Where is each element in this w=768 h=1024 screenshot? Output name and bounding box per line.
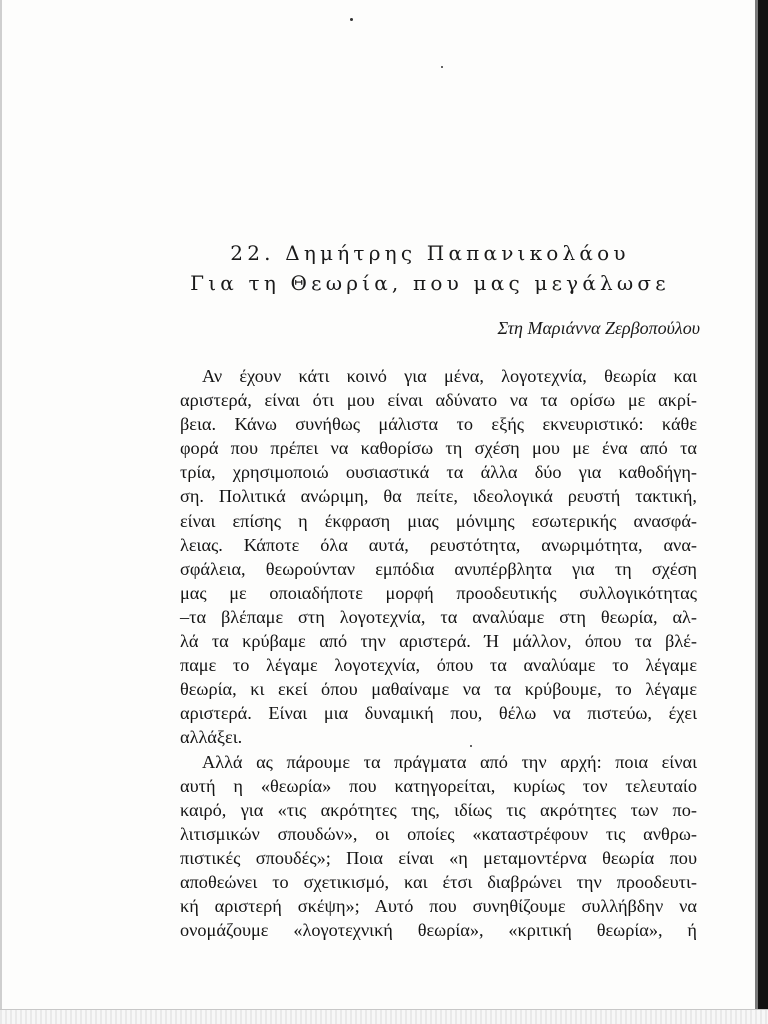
chapter-heading-line-2: Για τη Θεωρία, που μας μεγάλωσε <box>190 271 670 295</box>
text-line: Αν έχουν κάτι κοινό για μένα, λογοτεχνία, θεωρία και <box>202 366 697 386</box>
dedication: Στη Μαριάννα Ζερβοπούλου <box>497 318 700 338</box>
text-line: ονομάζουμε «λογοτεχνική θεωρία», «κριτική θεωρία», ή <box>180 920 697 941</box>
scan-speck <box>350 18 353 21</box>
text-line: αλλάξει. <box>180 727 243 748</box>
text-line: καιρό, για «τις ακρότητες της, ιδίως τις ακρότητες των πο- <box>180 799 697 820</box>
scan-left-edge <box>0 0 2 1024</box>
text-line: λιτισμικών σπουδών», οι οποίες «καταστρέφουν τις ανθρω- <box>180 823 697 844</box>
text-line: αριστερά. Είναι μια δυναμική που, θέλω να πιστεύω, έχει <box>180 703 697 724</box>
text-line: είναι επίσης η έκφραση μιας μόνιμης εσωτερικής ανασφά- <box>180 510 697 531</box>
paragraph <box>180 750 697 943</box>
text-line: παμε το λέγαμε λογοτεχνία, όπου τα αναλύαμε το λέγαμε <box>180 655 697 676</box>
chapter-heading-line-1: 22. Δημήτρης Παπανικολάου <box>230 241 630 265</box>
text-line: τρία, χρησιμοποιώ ουσιαστικά τα άλλα δύο για καθοδήγη- <box>180 462 697 483</box>
scan-speck <box>441 66 443 68</box>
text-line: θεωρία, κι εκεί όπου μαθαίναμε να τα κρύβουμε, το λέγαμε <box>180 679 697 700</box>
text-line: μας με οποιαδήποτε μορφή προοδευτικής συλλογικότητας <box>180 582 697 603</box>
text-line: φορά που πρέπει να καθορίσω τη σχέση μου με ένα από τα <box>180 438 697 459</box>
text-line: πιστικές σπουδές»; Ποια είναι «η μεταμοντέρνα θεωρία που <box>180 847 697 868</box>
body-text <box>180 364 697 942</box>
text-line: κή αριστερή σκέψη»; Αυτό που συνηθίζουμε συλλήβδην να <box>180 896 697 917</box>
text-line: ση. Πολιτικά ανώριμη, θα πείτε, ιδεολογικά ρευστή τακτική, <box>180 486 697 507</box>
paragraph <box>180 364 697 750</box>
scan-right-edge <box>758 0 768 1024</box>
text-line: λά τα κρύβαμε από την αριστερά. Ή μάλλον, όπου τα βλέ- <box>180 631 697 652</box>
chapter-heading <box>180 238 680 298</box>
text-line: βεια. Κάνω συνήθως μάλιστα το εξής εκνευριστικό: κάθε <box>180 414 697 435</box>
text-line: –τα βλέπαμε στη λογοτεχνία, τα αναλύαμε στη θεωρία, αλ- <box>180 606 697 627</box>
text-line: αποθεώνει το σχετικισμό, και έτσι διαβρώνει την προοδευτι- <box>180 871 697 892</box>
text-line: αριστερά, είναι ότι μου είναι αδύνατο να τα ορίσω με ακρί- <box>180 390 697 411</box>
text-line: Αλλά ας πάρουμε τα πράγματα από την αρχή: ποια είναι <box>202 751 697 772</box>
scan-bottom-edge <box>0 1009 768 1024</box>
text-line: σφάλεια, θεωρούνταν εμπόδια ανυπέρβλητα για τη σχέση <box>180 558 697 579</box>
text-line: αυτή η «θεωρία» που κατηγορείται, κυρίως τον τελευταίο <box>180 775 697 796</box>
text-line: λειας. Κάποτε όλα αυτά, ρευστότητα, ανωριμότητα, ανα- <box>180 534 697 555</box>
